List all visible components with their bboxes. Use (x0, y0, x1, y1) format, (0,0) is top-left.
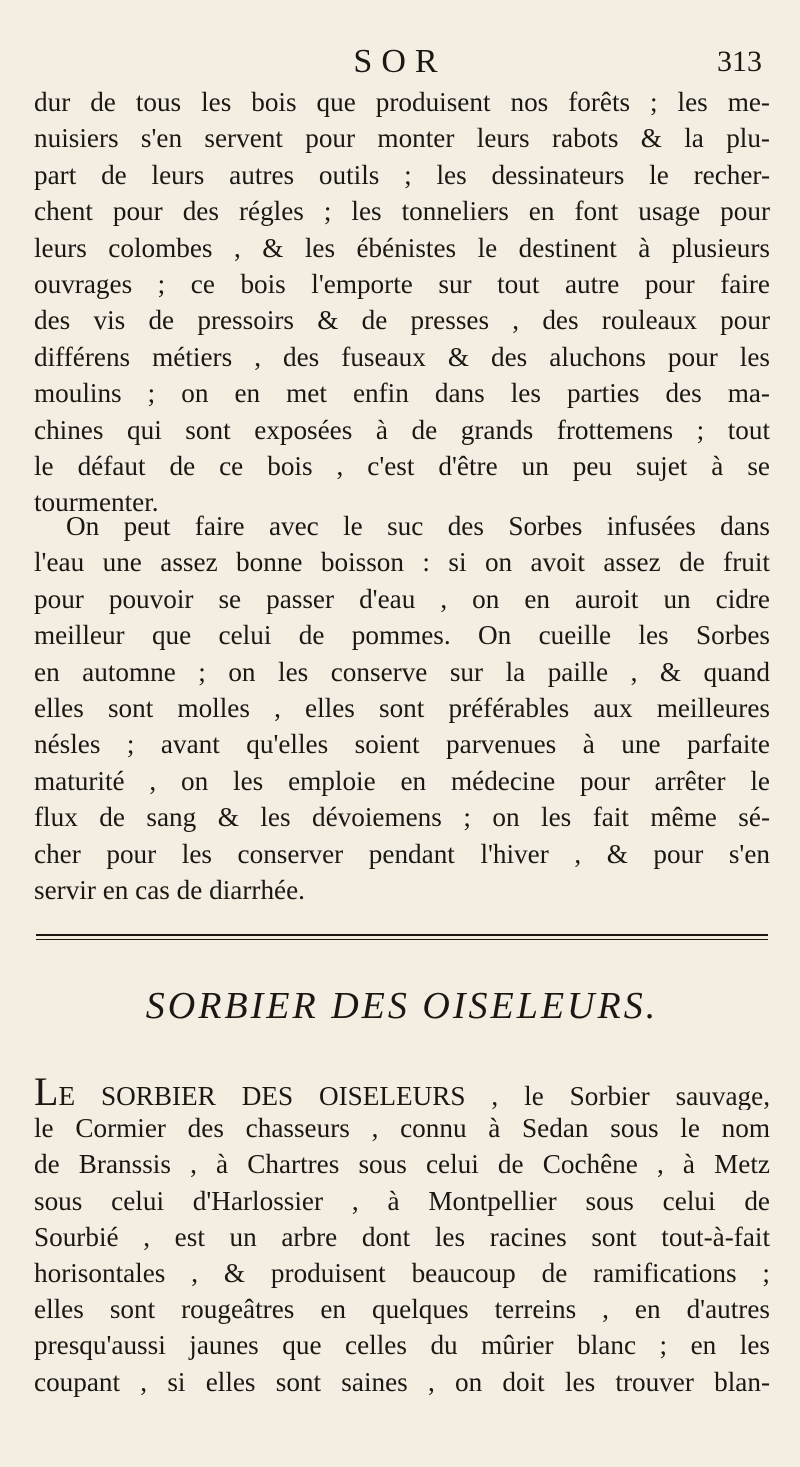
text-line-first (34, 1074, 770, 1110)
first-line-text: E SORBIER DES OISELEURS , le Sorbier sauvage, (58, 1081, 770, 1111)
text-line: ouvrages ; ce bois l'emporte sur tout autre pour faire (34, 268, 770, 299)
text-line: coupant , si elles sont saines , on doit les trouver blan- (34, 1366, 770, 1397)
text-line: l'eau une assez bonne boisson : si on avoit assez de fruit (34, 547, 770, 578)
text-line: nésles ; avant qu'elles soient parvenues à une parfaite (34, 729, 770, 760)
text-line: flux de sang & les dévoiemens ; on les fait même sé- (34, 802, 770, 833)
text-line: le défaut de ce bois , c'est d'être un peu sujet à se (34, 450, 770, 481)
running-head: SOR (353, 43, 447, 80)
text-line: meilleur que celui de pommes. On cueille les Sorbes (34, 620, 770, 651)
paragraph-sorbier-description (34, 1074, 770, 1400)
text-line: dur de tous les bois que produisent nos forêts ; les me- (34, 87, 770, 117)
text-line: sous celui d'Harlossier , à Montpellier sous celui de (34, 1185, 770, 1216)
text-line: part de leurs autres outils ; les dessinateurs le recher- (34, 159, 770, 190)
text-line: chines qui sont exposées à de grands frottemens ; tout (34, 414, 770, 445)
text-line: elles sont molles , elles sont préférables aux meilleures (34, 692, 770, 723)
text-line: différens métiers , des fuseaux & des aluchons pour les (34, 341, 770, 372)
text-line: des vis de pressoirs & de presses , des rouleaux pour (34, 305, 770, 336)
text-line: cher pour les conserver pendant l'hiver , & pour s'en (34, 838, 770, 869)
section-divider (36, 934, 768, 936)
text-line: de Branssis , à Chartres sous celui de Cochêne , à Metz (34, 1149, 770, 1180)
paragraph-sorb-drink (34, 508, 770, 908)
drop-cap: L (34, 1074, 59, 1111)
text-line: maturité , on les emploie en médecine pour arrêter le (34, 765, 770, 796)
text-line: moulins ; on en met enfin dans les parties des ma- (34, 378, 770, 409)
text-line: horisontales , & produisent beaucoup de ramifications ; (34, 1257, 770, 1288)
text-line: servir en cas de diarrhée. (34, 874, 305, 905)
text-line: On peut faire avec le suc des Sorbes infusées dans (66, 511, 770, 541)
text-line: chent pour des régles ; les tonneliers en font usage pour (34, 196, 770, 227)
section-title: SORBIER DES OISELEURS. (145, 985, 659, 1027)
page-number: 313 (717, 45, 762, 78)
text-line: le Cormier des chasseurs , connu à Sedan sous le nom (34, 1113, 770, 1144)
text-line: elles sont rougeâtres en quelques terreins , en d'autres (34, 1294, 770, 1325)
text-line: presqu'aussi jaunes que celles du mûrier blanc ; en les (34, 1330, 770, 1361)
text-line: pour pouvoir se passer d'eau , on en auroit un cidre (34, 583, 770, 614)
text-line: en automne ; on les conserve sur la paille , & quand (34, 656, 770, 687)
page-header (0, 42, 800, 82)
paragraph-wood-uses (34, 84, 770, 521)
text-line: tourmenter. (34, 487, 159, 518)
text-line: leurs colombes , & les ébénistes le destinent à plusieurs (34, 232, 770, 263)
text-line: Sourbié , est un arbre dont les racines sont tout-à-fait (34, 1221, 770, 1252)
text-line: nuisiers s'en servent pour monter leurs rabots & la plu- (34, 123, 770, 154)
